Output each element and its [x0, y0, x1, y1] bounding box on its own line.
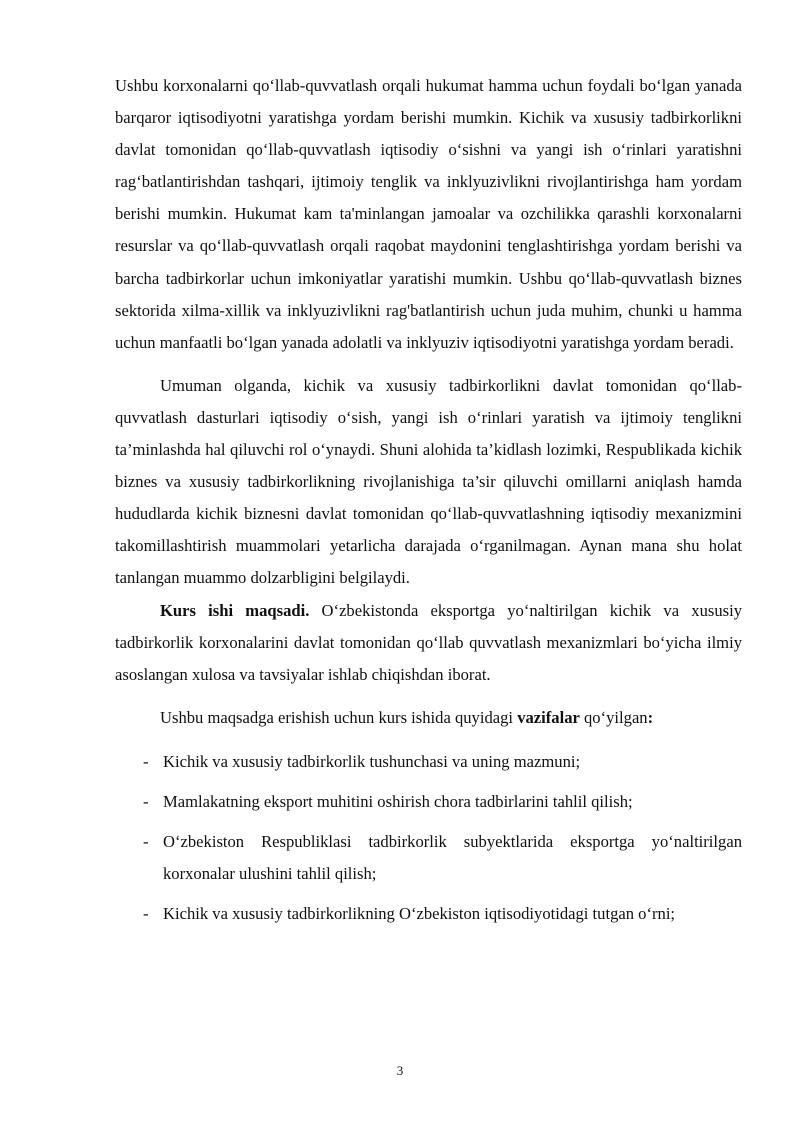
- paragraph-tasks-intro: [115, 702, 742, 734]
- paragraph-summary: Umuman olganda, kichik va xususiy tadbirkorlikni davlat tomonidan qo‘llab-quvvatlash dasturlari iqtisodiy o‘sish, yangi ish o‘rinlari yaratish va ijtimoiy tenglikni ta’minlashda hal qiluvchi rol o‘ynaydi. Shuni alohida ta’kidlash lozimki, Respublikada kichik biznes va xususiy tadbirkorlikning rivojlanishiga ta’sir qiluvchi omillarni aniqlash hamda hududlarda kichik biznesni davlat tomonidan qo‘llab-quvvatlashning iqtisodiy mexanizmini takomillashtirish muammolari yetarlicha darajada o‘rganilmagan. Aynan mana shu holat tanlangan muammo dolzarbligini belgilaydi.: [115, 375, 742, 588]
- task-item: [115, 898, 742, 930]
- task-item: [115, 826, 742, 890]
- dash-marker: -: [143, 904, 149, 924]
- tasks-colon: :: [647, 707, 654, 727]
- dash-marker: -: [143, 791, 149, 811]
- dash-marker: -: [143, 832, 149, 852]
- task-item: [115, 746, 742, 778]
- task-text: Kichik va xususiy tadbirkorlik tushunchasi va uning mazmuni;: [163, 751, 581, 771]
- task-list: [115, 746, 742, 930]
- task-text: Mamlakatning eksport muhitini oshirish chora tadbirlarini tahlil qilish;: [163, 791, 633, 811]
- document-page: [115, 70, 742, 938]
- tasks-intro-end: qo‘yilgan: [579, 707, 648, 727]
- task-item: [115, 786, 742, 818]
- page-number: 3: [396, 1063, 404, 1078]
- paragraph-goal: [115, 595, 742, 691]
- dash-marker: -: [143, 751, 149, 771]
- goal-text: O‘zbekistonda eksportga yo‘naltirilgan kichik va xususiy tadbirkorlik korxonalarini davlat tomonidan qo‘llab quvvatlash mexanizmlari bo‘yicha ilmiy asoslangan xulosa va tavsiyalar ishlab chiqishdan iborat.: [115, 600, 742, 684]
- paragraph-support-benefits: Ushbu korxonalarni qo‘llab-quvvatlash orqali hukumat hamma uchun foydali bo‘lgan yanada barqaror iqtisodiyotni yaratishga yordam berishi mumkin. Kichik va xususiy tadbirkorlikni davlat tomonidan qo‘llab-quvvatlash iqtisodiy o‘sishni va yangi ish o‘rinlari yaratishni rag‘batlantirishdan tashqari, ijtimoiy tenglik va inklyuzivlikni rivojlantirishga ham yordam berishi mumkin. Hukumat kam ta'minlangan jamoalar va ozchilikka qarashli korxonalarni resurslar va qo‘llab-quvvatlash orqali raqobat maydonini tenglashtirishga yordam berishi va barcha tadbirkorlar uchun imkoniyatlar yaratishi mumkin. Ushbu qo‘llab-quvvatlash biznes sektorida xilma-xillik va inklyuzivlikni rag'batlantirish uchun juda muhim, chunki u hamma uchun manfaatli bo‘lgan yanada adolatli va inklyuziv iqtisodiyotni yaratishga yordam beradi.: [115, 76, 742, 352]
- task-text: Kichik va xususiy tadbirkorlikning O‘zbekiston iqtisodiyotidagi tutgan o‘rni;: [163, 904, 676, 924]
- goal-heading: Kurs ishi maqsadi.: [160, 600, 310, 620]
- tasks-intro-text: Ushbu maqsadga erishish uchun kurs ishida quyidagi: [160, 707, 518, 727]
- task-text: O‘zbekiston Respubliklasi tadbirkorlik subyektlarida eksportga yo‘naltirilgan korxonalar ulushini tahlil qilish;: [163, 832, 742, 884]
- tasks-keyword: vazifalar: [517, 707, 580, 727]
